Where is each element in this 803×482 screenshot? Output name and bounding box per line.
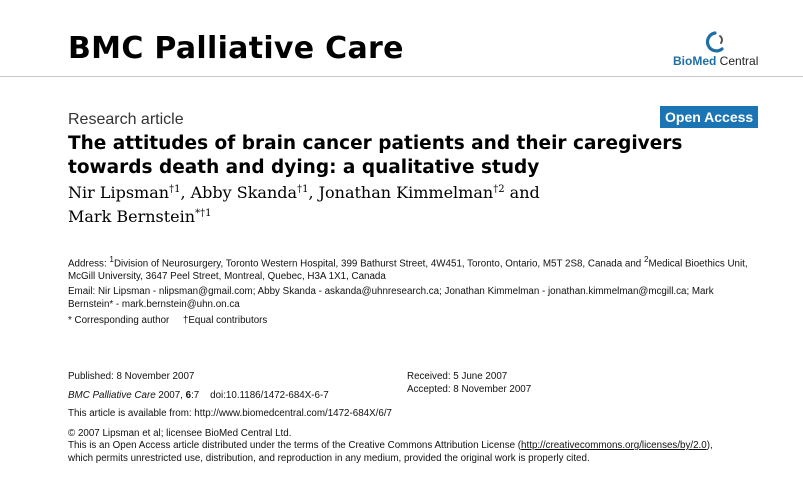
affiliation-1: Division of Neurosurgery, Toronto Western Hospital, 399 Bathurst Street, 4W451, Toronto, Ontario, M5T 2S8, Canada and — [113, 258, 644, 270]
license-text — [68, 440, 768, 453]
copyright-line: © 2007 Lipsman et al; licensee BioMed Central Ltd. — [68, 428, 292, 439]
license-permits: which permits unrestricted use, distribution, and reproduction in any medium, provided the original work is properly cited. — [68, 453, 590, 464]
accepted-date: Accepted: 8 November 2007 — [407, 384, 532, 395]
biomed-central-arc-icon — [671, 30, 763, 54]
biomed-central-logo[interactable] — [671, 30, 763, 70]
author-affiliation-marks: †1 — [297, 184, 309, 195]
author-separator: , — [180, 183, 191, 202]
author-list — [68, 181, 628, 229]
license-link[interactable]: http://creativecommons.org/licenses/by/2.0 — [521, 440, 707, 451]
corresponding-note: * Corresponding author †Equal contributors — [68, 315, 268, 326]
author-emails: Email: Nir Lipsman - nlipsman@gmail.com; Abby Skanda - askanda@uhnresearch.ca; Jonathan Kimmelman - jonathan.kimmelman@mcgill.ca; Mark Bernstein* - mark.bernstein@uhn.on.ca — [68, 286, 714, 310]
author-separator: , — [308, 183, 319, 202]
article-title: The attitudes of brain cancer patients and their caregivers towards death and dying: a qualitative study — [68, 133, 683, 178]
header-divider — [0, 76, 803, 77]
license-prefix: This is an Open Access article distributed under the terms of the Creative Commons Attribution License ( — [68, 440, 522, 451]
author-affiliation-marks: †2 — [493, 184, 505, 195]
article-type: Research article — [68, 111, 184, 128]
citation-doi: :7 doi:10.1186/1472-684X-6-7 — [191, 390, 329, 401]
citation-volume: 6 — [185, 390, 192, 401]
received-date: Received: 5 June 2007 — [407, 371, 508, 382]
affiliation-mark-2: 2 — [643, 255, 649, 264]
journal-title: BMC Palliative Care — [68, 31, 404, 66]
author-affiliation-marks: †1 — [169, 184, 181, 195]
author-name: Mark Bernstein — [68, 207, 196, 226]
author-name: Nir Lipsman — [68, 183, 170, 202]
author-name: Abby Skanda — [190, 183, 298, 202]
affiliation-2: Medical Bioethics Unit, McGill University, 3647 Peel Street, Montreal, Quebec, H3A 1X1, Canada — [68, 258, 748, 282]
address-label: Address: — [68, 258, 110, 270]
logo-central-text: Central — [716, 54, 759, 68]
article-url[interactable]: This article is available from: http://www.biomedcentral.com/1472-684X/6/7 — [68, 408, 392, 419]
affiliation-address — [68, 254, 748, 283]
author-separator: and — [504, 183, 540, 202]
citation-journal: BMC Palliative Care — [68, 390, 156, 401]
open-access-badge: Open Access — [660, 106, 758, 128]
published-date: Published: 8 November 2007 — [68, 371, 195, 382]
citation-year: 2007, — [155, 390, 186, 401]
author-name: Jonathan Kimmelman — [318, 183, 494, 202]
affiliation-mark-1: 1 — [109, 255, 114, 264]
logo-bio-text: BioMed — [673, 54, 717, 68]
license-suffix: ), — [706, 440, 713, 451]
author-affiliation-marks: *†1 — [195, 208, 212, 219]
citation — [68, 390, 329, 403]
